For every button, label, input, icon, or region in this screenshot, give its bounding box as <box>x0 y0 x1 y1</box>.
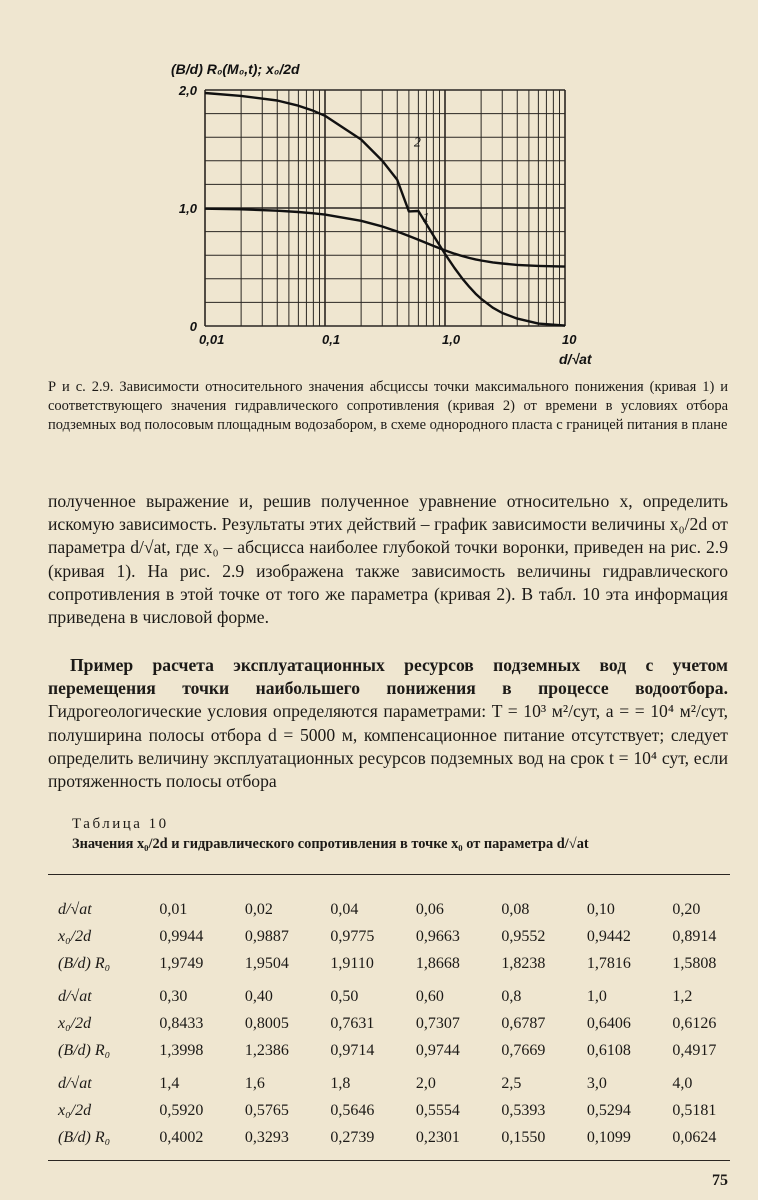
table-cell: 0,9744 <box>415 1041 460 1059</box>
table-cell: 0,8433 <box>159 1014 204 1032</box>
table-cell: 0,04 <box>330 900 359 918</box>
table-cell: 0,06 <box>415 900 444 918</box>
table-cell: 0,3293 <box>244 1128 289 1146</box>
table-cell: 0,9887 <box>244 927 289 945</box>
table-row <box>58 923 758 950</box>
table-cell: 0,1099 <box>586 1128 631 1146</box>
table-cell: 0,08 <box>501 900 530 918</box>
table-cell: 2,5 <box>501 1074 522 1092</box>
x-axis-label: d/√at <box>559 351 592 367</box>
row-label: (B/d) R₀ <box>58 1128 111 1146</box>
table-cell: 0,5765 <box>244 1101 289 1119</box>
table-row <box>58 1124 758 1151</box>
table-cell: 1,8668 <box>415 954 460 972</box>
table-cell: 0,50 <box>330 987 359 1005</box>
table-cell: 1,9749 <box>159 954 204 972</box>
curve-label-1: 1 <box>422 211 430 227</box>
table-cell: 0,1550 <box>501 1128 546 1146</box>
table-cell: 0,7631 <box>330 1014 375 1032</box>
table-cell: 0,02 <box>244 900 273 918</box>
table-cell: 1,0 <box>586 987 607 1005</box>
table-cell: 0,9663 <box>415 927 460 945</box>
table-cell: 0,5554 <box>415 1101 460 1119</box>
table-cell: 1,9110 <box>330 954 374 972</box>
row-label: x₀/2d <box>58 927 92 945</box>
table-cell: 0,10 <box>586 900 615 918</box>
curve-label-2: 2 <box>413 135 421 151</box>
table-cell: 0,6406 <box>586 1014 631 1032</box>
table-cell: 0,5393 <box>501 1101 546 1119</box>
table-cell: 1,2 <box>672 987 693 1005</box>
table-cell: 0,6787 <box>501 1014 546 1032</box>
table-cell: 1,9504 <box>244 954 289 972</box>
x-tick-label: 0,01 <box>199 332 225 347</box>
table-title: Значения x₀/2d и гидравлического сопротивления в точке x₀ от параметра d/√at <box>72 836 589 852</box>
table-cell: 0,20 <box>672 900 701 918</box>
row-label: x₀/2d <box>58 1014 92 1032</box>
figure-2-9-chart <box>155 50 592 370</box>
y-axis-label: (B/d) R₀(M₀,t); x₀/2d <box>171 61 300 77</box>
example-heading: Пример расчета эксплуатационных ресурсов подземных вод с учетом перемещения точки наибольшего понижения в процессе водоотбора. <box>48 655 728 699</box>
table-cell: 0,8914 <box>672 927 717 945</box>
y-tick-label: 1,0 <box>178 201 197 216</box>
table-cell: 0,5646 <box>330 1101 375 1119</box>
table-cell: 0,30 <box>159 987 188 1005</box>
page-number: 75 <box>712 1172 728 1189</box>
table-cell: 0,4917 <box>672 1041 717 1059</box>
table-cell: 1,2386 <box>244 1041 289 1059</box>
table-cell: 1,6 <box>244 1074 265 1092</box>
paragraph-1: полученное выражение и, решив полученное уравнение относительно x, определить искомую зависимость. Результаты этих действий – график зависимости величины x₀/2d от параметра d/√at, где x₀ – абсцисса наиболее глубокой точки воронки, приведен на рис. 2.9 (кривая 1). На рис. 2.9 изображена также зависимость величины гидравлического сопротивления в этой точке от того же параметра (кривая 2). В табл. 10 эта информация приведена в числовой форме. <box>48 491 728 628</box>
table-bottom-rule <box>48 1160 730 1161</box>
row-label: d/√at <box>58 987 92 1005</box>
table-cell: 0,0624 <box>672 1128 717 1146</box>
table-cell: 0,2739 <box>330 1128 375 1146</box>
table-cell: 0,9442 <box>586 927 631 945</box>
row-label: (B/d) R₀ <box>58 954 111 972</box>
table-label: Таблица 10 <box>72 816 169 832</box>
table-cell: 0,5294 <box>586 1101 631 1119</box>
paragraph-2 <box>48 654 728 793</box>
table-cell: 0,7669 <box>501 1041 546 1059</box>
table-cell: 2,0 <box>415 1074 436 1092</box>
table-cell: 0,01 <box>159 900 188 918</box>
table-cell: 0,5181 <box>672 1101 717 1119</box>
table-cell: 0,9944 <box>159 927 204 945</box>
table-cell: 4,0 <box>672 1074 693 1092</box>
table-cell: 0,60 <box>415 987 444 1005</box>
y-tick-label: 0 <box>189 319 197 334</box>
table-top-rule <box>48 874 730 875</box>
curve-1 <box>205 209 565 267</box>
table-cell: 0,2301 <box>415 1128 460 1146</box>
table-cell: 0,9714 <box>330 1041 375 1059</box>
table-cell: 0,40 <box>244 987 273 1005</box>
table-cell: 0,9775 <box>330 927 375 945</box>
table-row <box>58 1010 758 1037</box>
table-cell: 0,7307 <box>415 1014 460 1032</box>
example-text: Гидрогеологические условия определяются параметрами: T = 10³ м²/сут, a = = 10⁴ м²/сут, полуширина полосы отбора d = 5000 м, компенсационное питание отсутствует; следует определить величину эксплуатационных ресурсов подземных вод на срок t = 10⁴ сут, если протяженность полосы отбора <box>48 701 728 792</box>
row-label: x₀/2d <box>58 1101 92 1119</box>
table-cell: 1,5808 <box>672 954 717 972</box>
table-cell: 1,4 <box>159 1074 180 1092</box>
table-cell: 0,9552 <box>501 927 546 945</box>
values-table <box>58 896 758 1151</box>
table-cell: 1,3998 <box>159 1041 204 1059</box>
table-row <box>58 1064 758 1097</box>
table-row <box>58 977 758 1010</box>
table-row <box>58 1097 758 1124</box>
figure-caption: Р и с. 2.9. Зависимости относительного значения абсциссы точки максимального понижения (кривая 1) и соответствующего значения гидравлического сопротивления (кривая 2) от времени в условиях отбора подземных вод полосовым площадным водозабором, в схеме однородного пласта с границей питания в плане <box>48 379 728 433</box>
table-cell: 0,8005 <box>244 1014 289 1032</box>
table-cell: 0,4002 <box>159 1128 204 1146</box>
x-tick-label: 1,0 <box>442 332 461 347</box>
x-tick-label: 0,1 <box>322 332 341 347</box>
table-row <box>58 896 758 923</box>
table-cell: 1,8238 <box>501 954 546 972</box>
row-label: d/√at <box>58 900 92 918</box>
table-row <box>58 1037 758 1064</box>
y-tick-label: 2,0 <box>178 83 197 98</box>
table-cell: 3,0 <box>586 1074 607 1092</box>
table-cell: 0,6108 <box>586 1041 631 1059</box>
table-row <box>58 950 758 977</box>
table-cell: 0,6126 <box>672 1014 717 1032</box>
row-label: (B/d) R₀ <box>58 1041 111 1059</box>
table-cell: 0,8 <box>501 987 522 1005</box>
table-cell: 1,7816 <box>586 954 631 972</box>
table-cell: 0,5920 <box>159 1101 204 1119</box>
row-label: d/√at <box>58 1074 92 1092</box>
table-cell: 1,8 <box>330 1074 351 1092</box>
x-tick-label: 10 <box>562 332 577 347</box>
